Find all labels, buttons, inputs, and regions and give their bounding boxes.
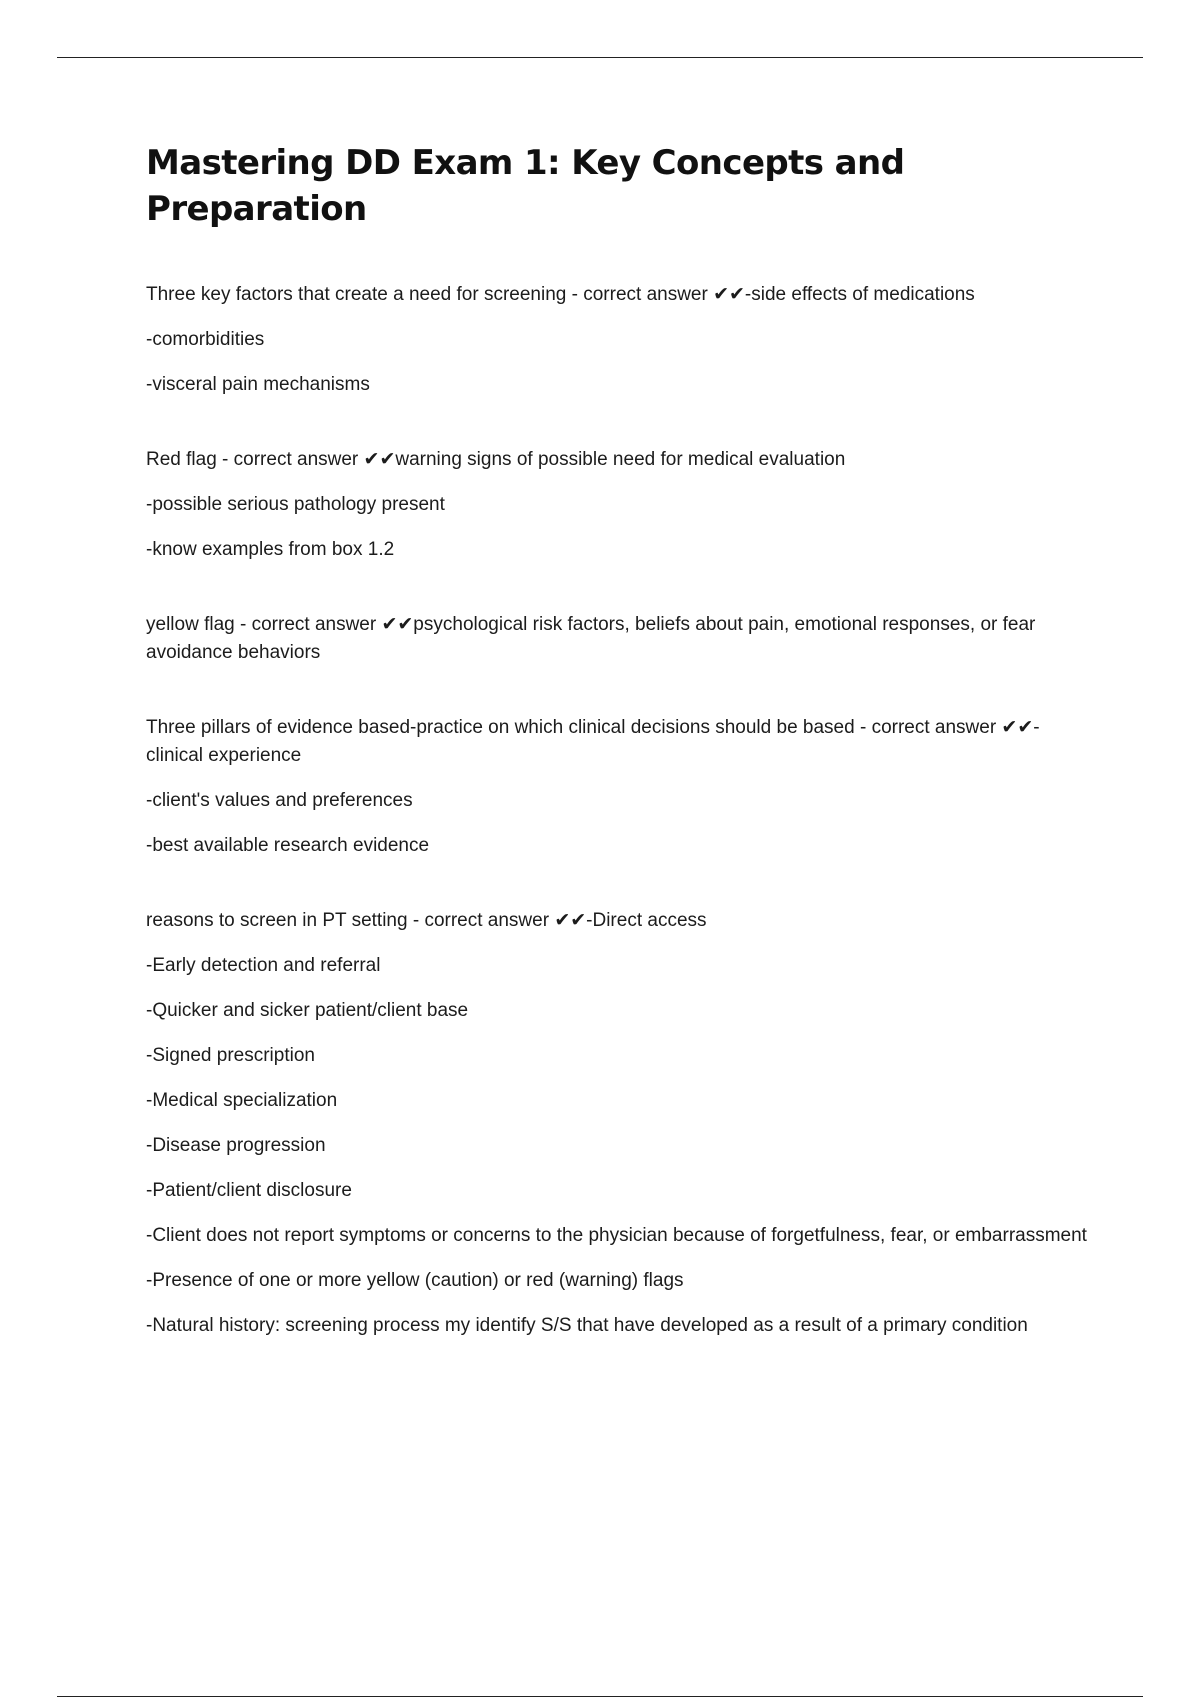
text-line: -comorbidities bbox=[146, 329, 265, 350]
text-line: Red flag - correct answer ✔✔warning signs of possible need for medical evaluation bbox=[146, 449, 846, 470]
text-line: -best available research evidence bbox=[146, 835, 430, 856]
top-rule bbox=[57, 57, 1143, 58]
text-line: -know examples from box 1.2 bbox=[146, 539, 395, 560]
page-title: Mastering DD Exam 1: Key Concepts and Preparation bbox=[146, 143, 905, 229]
qa-sections bbox=[146, 281, 1096, 1340]
text-line: -Patient/client disclosure bbox=[146, 1180, 352, 1201]
text-line: yellow flag - correct answer ✔✔psychological risk factors, beliefs about pain, emotional responses, or fear avoidance behaviors bbox=[146, 614, 1036, 663]
text-line: -Medical specialization bbox=[146, 1090, 338, 1111]
qa-section-yellow-flag bbox=[146, 611, 1096, 667]
text-line: -client's values and preferences bbox=[146, 790, 413, 811]
text-line: Three key factors that create a need for screening - correct answer ✔✔-side effects of medications bbox=[146, 284, 975, 305]
text-line: -Client does not report symptoms or concerns to the physician because of forgetfulness, fear, or embarrassment bbox=[146, 1225, 1087, 1246]
text-line: -Presence of one or more yellow (caution) or red (warning) flags bbox=[146, 1270, 684, 1291]
text-line: -Natural history: screening process my identify S/S that have developed as a result of a primary condition bbox=[146, 1315, 1028, 1336]
qa-section-screening-factors bbox=[146, 281, 1096, 399]
qa-section-ebp-pillars bbox=[146, 714, 1096, 860]
text-line: Three pillars of evidence based-practice on which clinical decisions should be based - correct answer ✔✔-clinical experience bbox=[146, 717, 1040, 766]
qa-section-red-flag bbox=[146, 446, 1096, 564]
text-line: -Quicker and sicker patient/client base bbox=[146, 1000, 469, 1021]
text-line: -visceral pain mechanisms bbox=[146, 374, 370, 395]
bottom-rule bbox=[57, 1696, 1143, 1697]
text-line: -Signed prescription bbox=[146, 1045, 315, 1066]
qa-section-reasons-to-screen bbox=[146, 907, 1096, 1340]
text-line: -Early detection and referral bbox=[146, 955, 381, 976]
text-line: -Disease progression bbox=[146, 1135, 326, 1156]
text-line: reasons to screen in PT setting - correct answer ✔✔-Direct access bbox=[146, 910, 707, 931]
text-line: -possible serious pathology present bbox=[146, 494, 445, 515]
page-content bbox=[146, 140, 1096, 1387]
